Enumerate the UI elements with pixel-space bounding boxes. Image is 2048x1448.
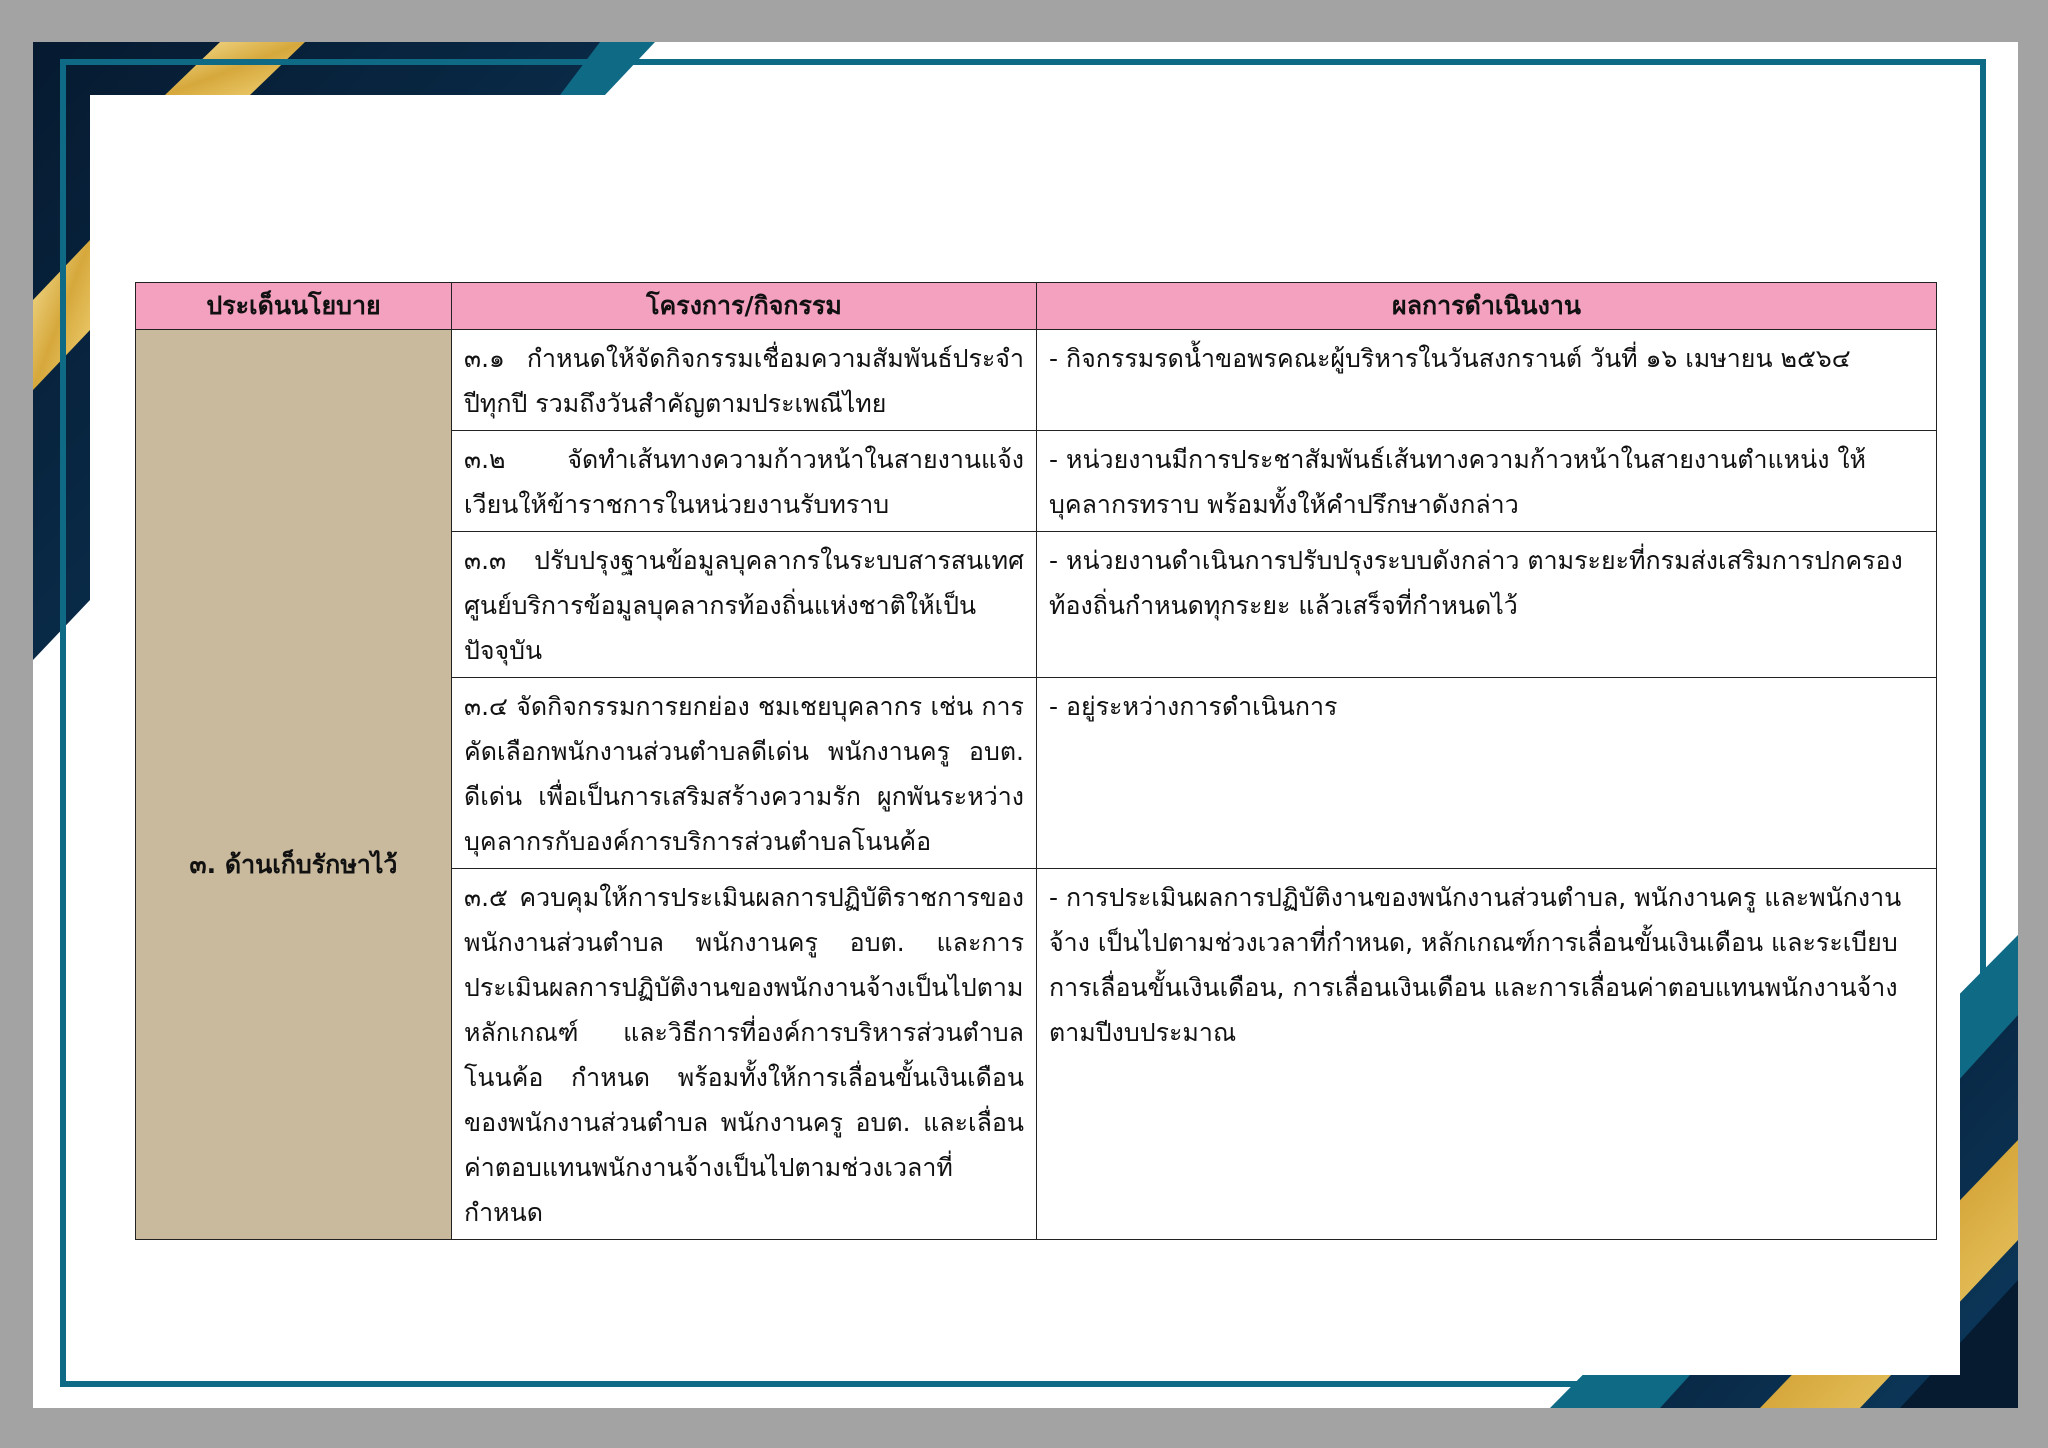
header-policy-issue: ประเด็นนโยบาย [136,283,452,330]
project-cell: ๓.๔ จัดกิจกรรมการยกย่อง ชมเชยบุคลากร เช่น การคัดเลือกพนักงานส่วนตำบลดีเด่น พนักงานครู อบต. ดีเด่น เพื่อเป็นการเสริมสร้างความรัก ผูกพันระหว่างบุคลากรกับองค์การบริการส่วนตำบลโนนค้อ [452,678,1037,869]
project-cell: ๓.๓ ปรับปรุงฐานข้อมูลบุคลากรในระบบสารสนเทศศูนย์บริการข้อมูลบุคลากรท้องถิ่นแห่งชาติให้เป็นปัจจุบัน [452,532,1037,678]
result-cell: - หน่วยงานมีการประชาสัมพันธ์เส้นทางความก้าวหน้าในสายงานตำแหน่ง ให้บุคลากรทราบ พร้อมทั้งให้คำปรึกษาดังกล่าว [1037,431,1937,532]
result-cell: - การประเมินผลการปฏิบัติงานของพนักงานส่วนตำบล, พนักงานครู และพนักงานจ้าง เป็นไปตามช่วงเวลาที่กำหนด, หลักเกณฑ์การเลื่อนขั้นเงินเดือน และระเบียบการเลื่อนขั้นเงินเดือน, การเลื่อนเงินเดือน และการเลื่อนค่าตอบแทนพนักงานจ้างตามปีงบประมาณ [1037,869,1937,1240]
project-cell: ๓.๕ ควบคุมให้การประเมินผลการปฏิบัติราชการของพนักงานส่วนตำบล พนักงานครู อบต. และการประเมินผลการปฏิบัติงานของพนักงานจ้างเป็นไปตามหลักเกณฑ์ และวิธีการที่องค์การบริหารส่วนตำบลโนนค้อ กำหนด พร้อมทั้งให้การเลื่อนขั้นเงินเดือนของพนักงานส่วนตำบล พนักงานครู อบต. และเลื่อนค่าตอบแทนพนักงานจ้างเป็นไปตามช่วงเวลาที่กำหนด [452,869,1037,1240]
project-cell: ๓.๒ จัดทำเส้นทางความก้าวหน้าในสายงานแจ้งเวียนให้ข้าราชการในหน่วยงานรับทราบ [452,431,1037,532]
result-cell: - อยู่ระหว่างการดำเนินการ [1037,678,1937,869]
header-row [136,283,1937,330]
policy-table [135,282,1937,1240]
header-result: ผลการดำเนินงาน [1037,283,1937,330]
project-cell: ๓.๑ กำหนดให้จัดกิจกรรมเชื่อมความสัมพันธ์ประจำปีทุกปี รวมถึงวันสำคัญตามประเพณีไทย [452,330,1037,431]
result-cell: - กิจกรรมรดน้ำขอพรคณะผู้บริหารในวันสงกรานต์ วันที่ ๑๖ เมษายน ๒๕๖๔ [1037,330,1937,431]
policy-issue-cell: ๓. ด้านเก็บรักษาไว้ [136,330,452,1240]
table-row [136,330,1937,431]
header-project: โครงการ/กิจกรรม [452,283,1037,330]
result-cell: - หน่วยงานดำเนินการปรับปรุงระบบดังกล่าว ตามระยะที่กรมส่งเสริมการปกครองท้องถิ่นกำหนดทุกระยะ แล้วเสร็จที่กำหนดไว้ [1037,532,1937,678]
